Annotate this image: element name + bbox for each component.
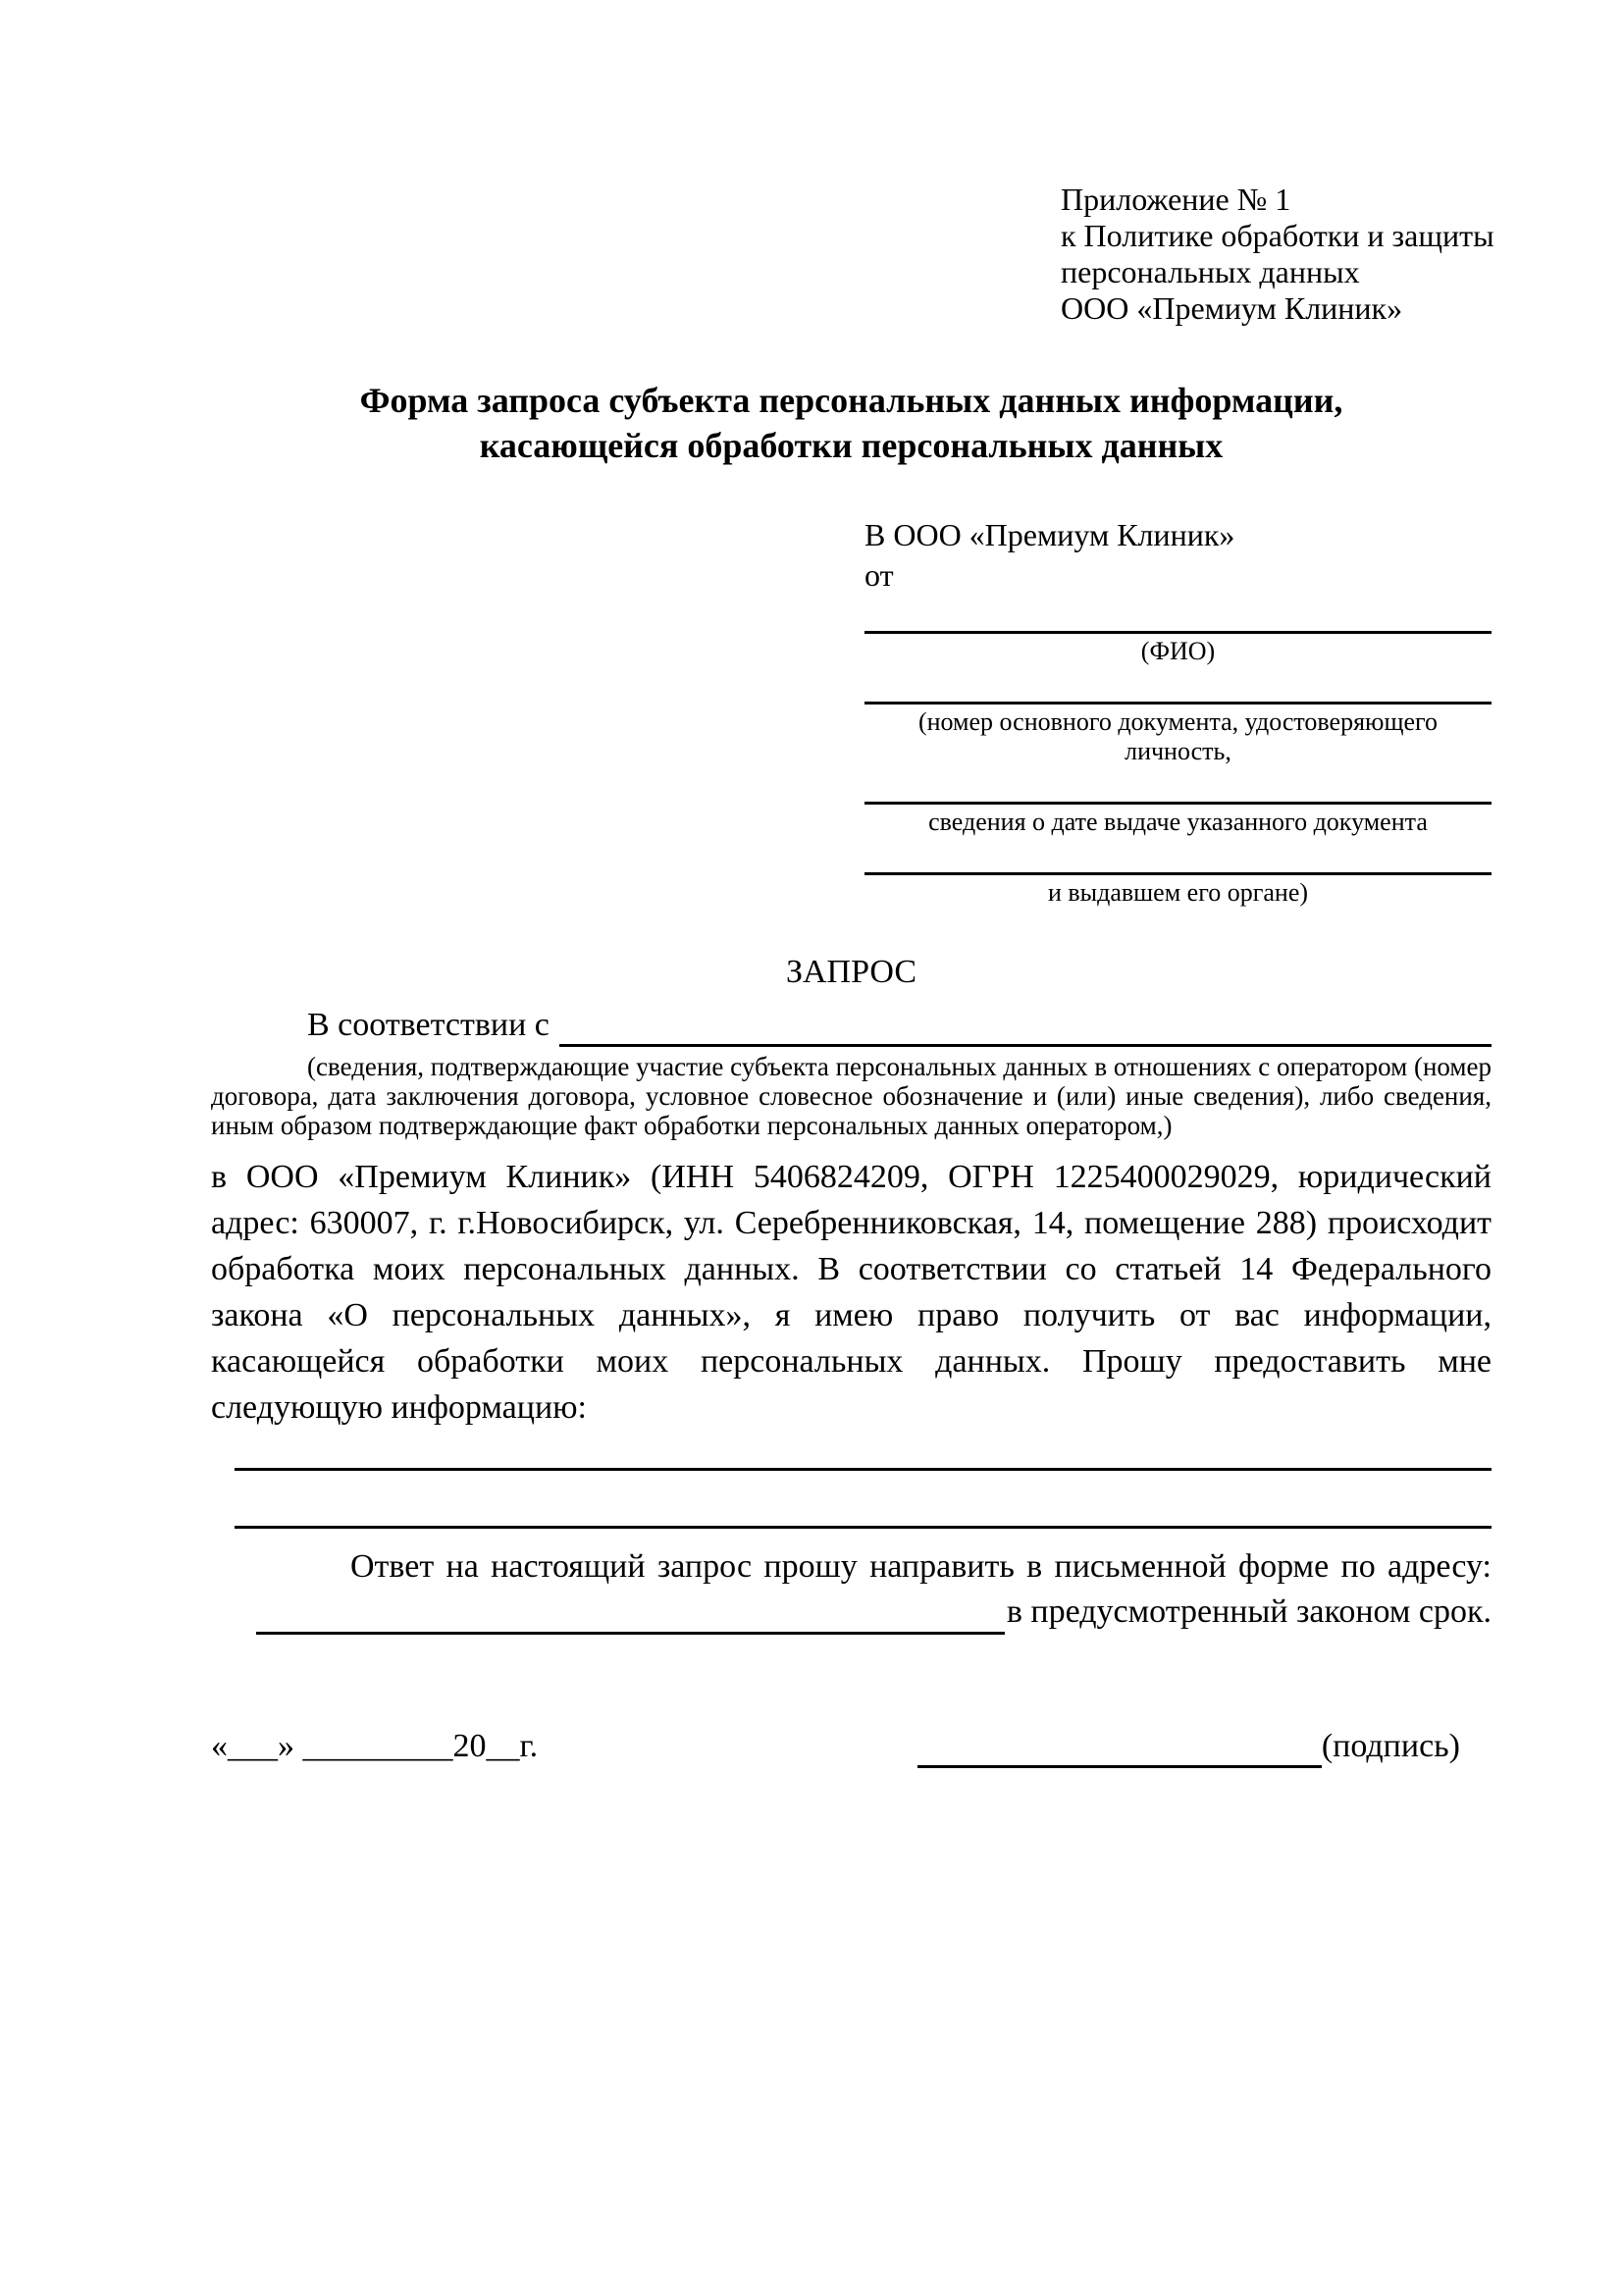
- appendix-line: Приложение № 1: [1061, 182, 1291, 217]
- signature-part: [917, 1725, 1460, 1768]
- issue-date-blank-field: [864, 766, 1492, 805]
- issue-date-caption: сведения о дате выдаче указанного документа: [928, 808, 1428, 836]
- addressee-block: [864, 515, 1492, 908]
- document-title-line: Форма запроса субъекта персональных данных информации,: [359, 381, 1343, 420]
- body-paragraph: в ООО «Премиум Клиник» (ИНН 5406824209, ОГРН 1225400029029, юридический адрес: 630007, г. г.Новосибирск, ул. Серебренниковская, 14, помещение 288) происходит обработка моих персональных данных. В соответствии со статьей 14 Федерального закона «О персональных данных», я имею право получить от вас информации, касающейся обработки моих персональных данных. Прошу предоставить мне следующую информацию:: [211, 1159, 1492, 1426]
- blank-issuing-authority: [864, 837, 1492, 908]
- issuing-authority-blank-field: [864, 837, 1492, 875]
- note-paragraph: (сведения, подтверждающие участие субъекта персональных данных в отношениях с оператором (номер договора, дата заключения договора, условное словесное обозначение и (или) иные сведения), либо сведения, иным образом подтверждающие факт обработки персональных данных оператором,): [211, 1052, 1492, 1140]
- info-blank-field-1: [235, 1431, 1492, 1471]
- document-title-line: касающейся обработки персональных данных: [479, 426, 1224, 465]
- fio-caption: (ФИО): [1140, 637, 1216, 665]
- appendix-block: [1061, 182, 1492, 327]
- date-signature-row: [211, 1725, 1492, 1768]
- appendix-line: персональных данных: [1061, 254, 1360, 289]
- blank-document-number: [864, 666, 1492, 766]
- document-title: [211, 378, 1492, 468]
- intro-line: [211, 1004, 1492, 1047]
- date-placeholder: «___» _________20__г.: [211, 1728, 539, 1764]
- addressee-from: от: [864, 557, 894, 593]
- blank-issue-date: [864, 766, 1492, 837]
- info-blank-field-2: [235, 1471, 1492, 1529]
- reply-address-line: [211, 1590, 1492, 1635]
- reply-paragraph-line: Ответ на настоящий запрос прошу направить в письменной форме по адресу:: [350, 1548, 1492, 1585]
- reply-suffix: в предусмотренный законом срок.: [1006, 1593, 1492, 1630]
- signature-caption: (подпись): [1321, 1728, 1460, 1764]
- blank-fio: [864, 596, 1492, 666]
- addressee-to: В ООО «Премиум Клиник»: [864, 517, 1235, 552]
- fio-blank-field: [864, 596, 1492, 634]
- signature-blank-field: [917, 1728, 1322, 1768]
- intro-prefix: В соответствии с: [307, 1007, 550, 1043]
- document-number-blank-field: [864, 666, 1492, 704]
- appendix-line: ООО «Премиум Клиник»: [1061, 290, 1403, 326]
- request-heading: ЗАПРОС: [785, 954, 917, 990]
- appendix-line: к Политике обработки и защиты: [1061, 218, 1494, 253]
- issuing-authority-caption: и выдавшем его органе): [1047, 878, 1309, 907]
- address-blank-field: [256, 1594, 1005, 1635]
- document-number-caption: (номер основного документа, удостоверяющего личность,: [917, 707, 1439, 765]
- intro-blank-field: [559, 1005, 1492, 1047]
